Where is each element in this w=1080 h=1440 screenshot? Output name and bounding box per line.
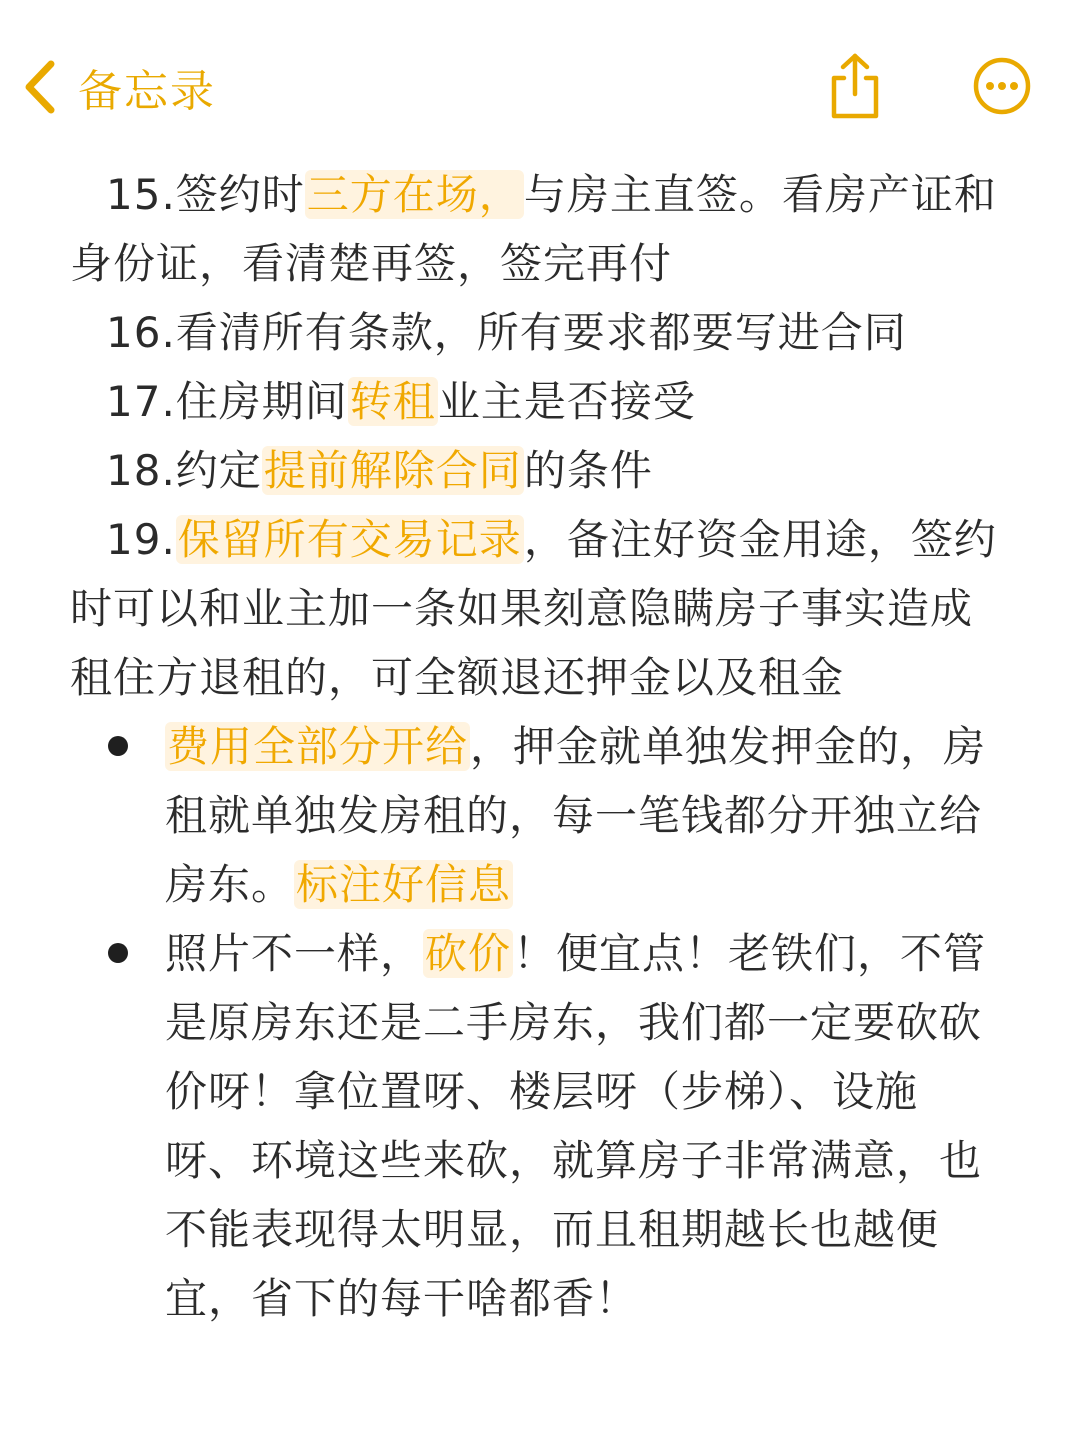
text-run: 与房主直签。看房产证和身份证，看清楚再签，签完再付 <box>70 170 997 288</box>
text-run: ！便宜点！老铁们，不管是原房东还是二手房东，我们都一定要砍砍价呀！拿位置呀、楼层呀（步梯）、设施呀、环境这些来砍，就算房子非常满意，也不能表现得太明显，而且租期越长也越便宜，省下的每干啥都香！ <box>165 929 987 1323</box>
more-icon <box>972 56 1032 116</box>
note-body[interactable] <box>70 160 1000 1333</box>
text-run: 19. <box>106 515 176 564</box>
back-label: 备忘录 <box>78 66 216 117</box>
highlighted-text: 转租 <box>349 377 436 426</box>
note-item-19 <box>70 505 1000 712</box>
more-button[interactable] <box>972 56 1032 116</box>
highlighted-text: 三方在场， <box>306 170 522 219</box>
chevron-left-icon <box>22 59 56 115</box>
bullet-dot-icon <box>108 736 128 756</box>
note-item-16 <box>70 298 1000 367</box>
back-button[interactable] <box>22 52 216 122</box>
note-item-17 <box>70 367 1000 436</box>
note-item-15 <box>70 160 1000 298</box>
text-run: 16.看清所有条款，所有要求都要写进合同 <box>106 308 907 357</box>
share-button[interactable] <box>826 52 884 120</box>
bullet-list <box>70 712 1000 1333</box>
text-run: ，备注好资金用途，签约时可以和业主加一条如果刻意隐瞒房子事实造成租住方退租的，可全额退还押金以及租金 <box>70 515 997 702</box>
bullet-item-bargain <box>70 919 1000 1333</box>
text-run: 17.住房期间 <box>106 377 348 426</box>
highlighted-text: 提前解除合同 <box>263 446 522 495</box>
highlighted-text: 砍价 <box>425 929 512 978</box>
navigation-bar <box>0 0 1080 150</box>
text-run: 照片不一样， <box>165 929 424 978</box>
share-icon <box>826 52 884 120</box>
text-run: ，押金就单独发押金的，房租就单独发房租的，每一笔钱都分开独立给房东。 <box>165 722 987 909</box>
highlighted-text: 标注好信息 <box>296 860 512 909</box>
bullet-dot-icon <box>108 943 128 963</box>
highlighted-text: 费用全部分开给 <box>167 722 469 771</box>
note-item-18 <box>70 436 1000 505</box>
text-run: 18.约定 <box>106 446 262 495</box>
highlighted-text: 保留所有交易记录 <box>177 515 522 564</box>
text-run: 15.签约时 <box>106 170 305 219</box>
text-run: 的条件 <box>523 446 653 495</box>
text-run: 业主是否接受 <box>437 377 696 426</box>
bullet-item-fees <box>70 712 1000 919</box>
